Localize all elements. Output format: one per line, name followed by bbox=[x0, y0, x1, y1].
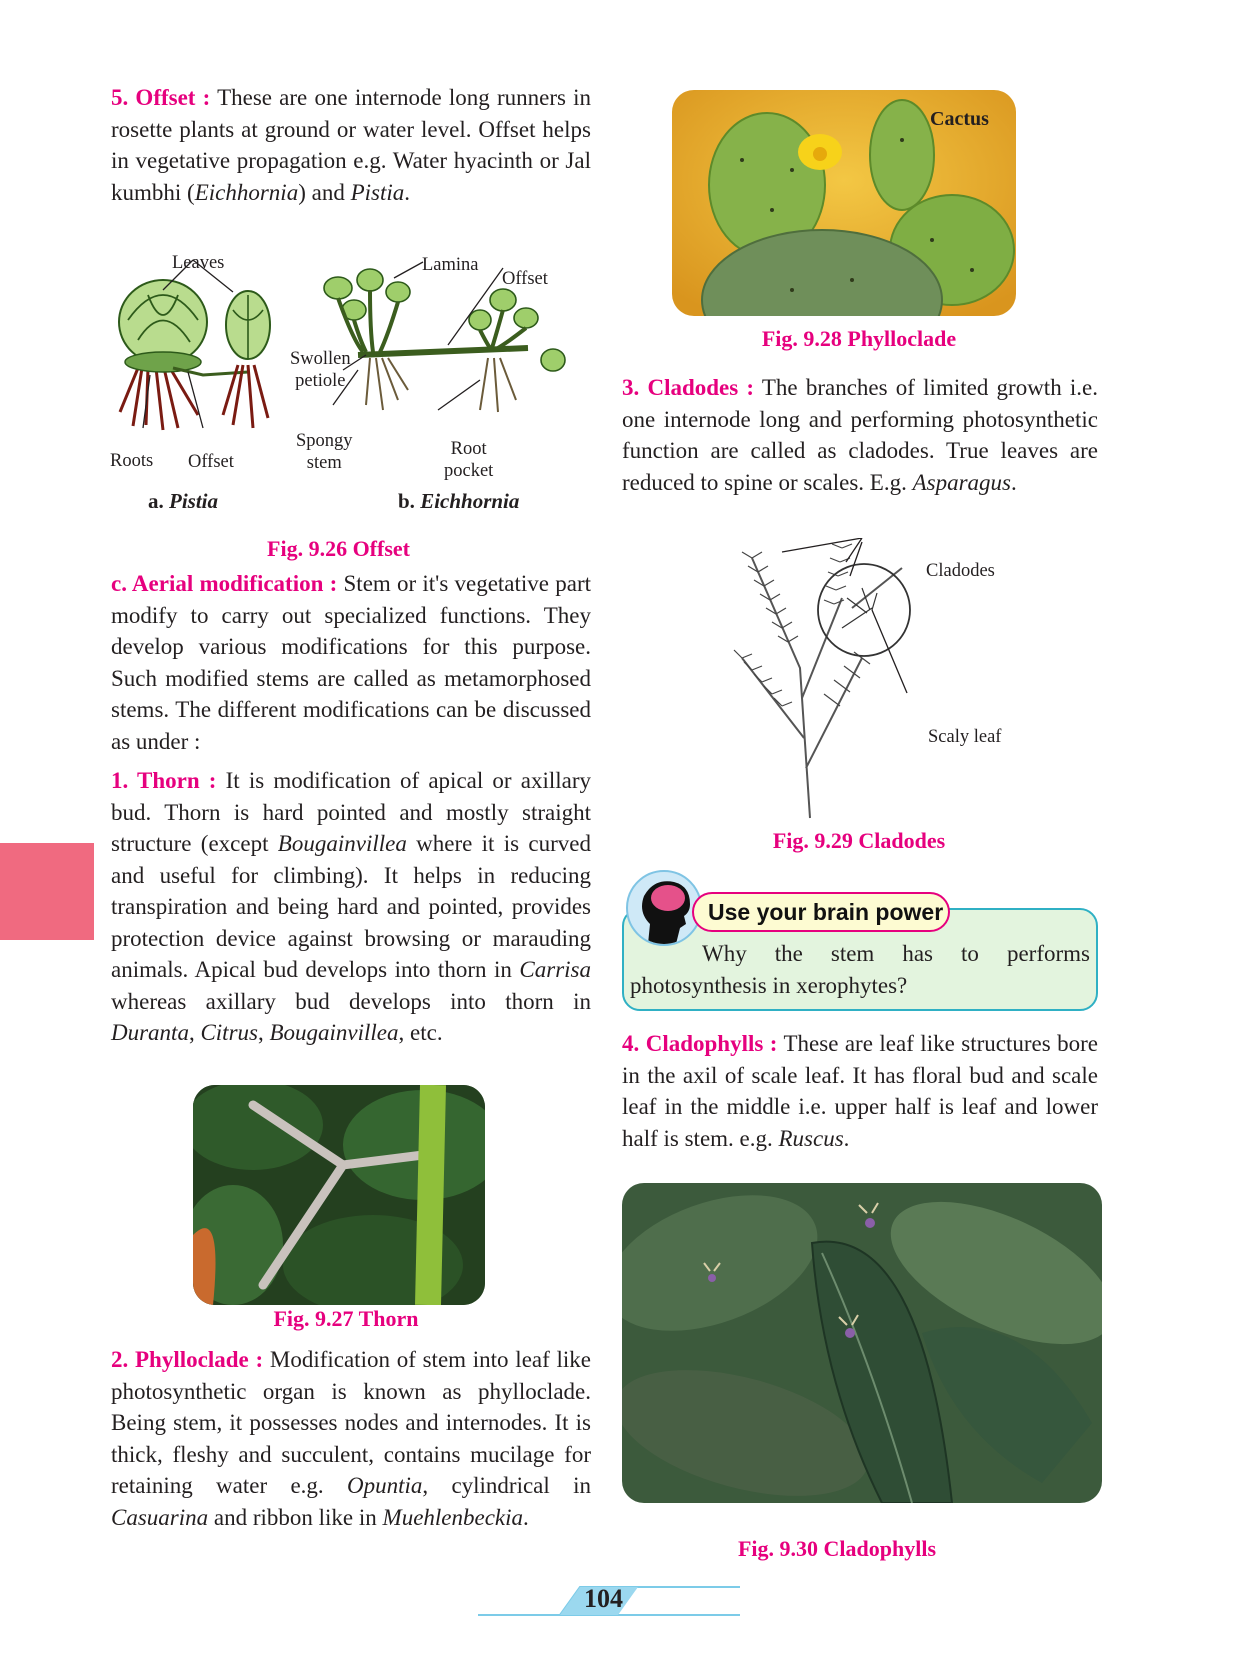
thorn-heading: 1. Thorn : bbox=[111, 768, 217, 793]
cladophylls-heading: 4. Cladophylls : bbox=[622, 1031, 778, 1056]
aerial-section bbox=[111, 568, 591, 1049]
thorn-paragraph: 1. Thorn : It is modification of apical or axillary bud. Thorn is hard pointed and mostly straight structure (except Bougainvillea where it is curved and useful for climbing). It helps in reducing transpiration and being hard and pointed, provides protection device against browsing or marauding animals. Apical bud develops into thorn in Carrisa whereas axillary bud develops into thorn in Duranta, Citrus, Bougainvillea, etc. bbox=[111, 768, 591, 1045]
cladodes-section bbox=[622, 372, 1098, 498]
fig-9-26-caption: Fig. 9.26 Offset bbox=[267, 536, 410, 561]
offset-paragraph: 5. Offset : These are one internode long runners in rosette plants at ground or water level. Offset helps in vegetative propagation e.g. Water hyacinth or Jal kumbhi (Eichhornia) and Pistia. bbox=[111, 85, 592, 205]
brain-power-question: Why the stem has to performs photosynthesis in xerophytes? bbox=[630, 941, 1090, 998]
label-root-pocket: Root pocket bbox=[444, 439, 494, 481]
thorn-photo bbox=[193, 1085, 485, 1305]
offset-heading: 5. Offset : bbox=[111, 85, 211, 110]
fig-9-28-caption: Fig. 9.28 Phylloclade bbox=[761, 326, 957, 351]
brain-head-icon bbox=[626, 870, 702, 946]
aerial-paragraph: c. Aerial modification : Stem or it's vegetative part modify to carry out specialized functions. They develop various modifications for this purpose. Such modified stems are called as metamorphosed stems. The different modifications can be discussed as under : bbox=[111, 571, 591, 754]
caption-b-eichhornia: b. Eichhornia bbox=[398, 489, 520, 513]
pistia-plant-2 bbox=[223, 291, 270, 428]
page-number: 104 bbox=[584, 1584, 623, 1613]
brain-power-title: Use your brain power bbox=[692, 892, 950, 932]
fig-9-30-caption: Fig. 9.30 Cladophylls bbox=[737, 1536, 937, 1561]
offset-section bbox=[111, 82, 591, 208]
fig-9-29-caption: Fig. 9.29 Cladodes bbox=[772, 828, 946, 853]
cladodes-heading: 3. Cladodes : bbox=[622, 375, 755, 400]
cladophylls-paragraph: 4. Cladophylls : These are leaf like structures bore in the axil of scale leaf. It has floral bud and scale leaf in the middle i.e. upper half is leaf and lower half is stem. e.g. Ruscus. bbox=[622, 1031, 1098, 1151]
cactus-label: Cactus bbox=[930, 108, 989, 130]
label-spongy-stem: Spongy stem bbox=[296, 431, 353, 473]
cladodes-paragraph: 3. Cladodes : The branches of limited growth i.e. one internode long and performing photosynthetic function are called as cladodes. True leaves are reduced to spine or scales. E.g. Asparagus. bbox=[622, 375, 1098, 495]
label-roots: Roots bbox=[110, 451, 154, 471]
label-swollen-petiole: Swollen petiole bbox=[290, 349, 351, 391]
fig-9-27-caption: Fig. 9.27 Thorn bbox=[273, 1306, 419, 1331]
chapter-side-tab bbox=[0, 843, 94, 940]
label-cladodes: Cladodes bbox=[926, 561, 995, 581]
phylloclade-section bbox=[111, 1344, 591, 1533]
phylloclade-paragraph: 2. Phylloclade : Modification of stem into leaf like photosynthetic organ is known as phylloclade. Being stem, it possesses nodes and internodes. It is thick, fleshy and succulent, contains mucilage for retaining water e.g. Opuntia, cylindrical in Casuarina and ribbon like in Muehlenbeckia. bbox=[111, 1347, 591, 1530]
caption-a-pistia: a. Pistia bbox=[148, 489, 219, 513]
eichhornia-plant bbox=[324, 269, 565, 412]
label-offset-b: Offset bbox=[502, 269, 548, 289]
cladodes-diagram bbox=[722, 538, 952, 823]
label-lamina: Lamina bbox=[422, 255, 479, 275]
cladophylls-photo bbox=[622, 1183, 1102, 1503]
phylloclade-heading: 2. Phylloclade : bbox=[111, 1347, 264, 1372]
pistia-plant-1 bbox=[119, 280, 248, 430]
cladophylls-section bbox=[622, 1028, 1098, 1154]
label-offset-a: Offset bbox=[188, 452, 234, 472]
label-leaves: Leaves bbox=[172, 253, 225, 273]
aerial-heading: c. Aerial modification : bbox=[111, 571, 338, 596]
label-scaly-leaf: Scaly leaf bbox=[928, 727, 1002, 747]
